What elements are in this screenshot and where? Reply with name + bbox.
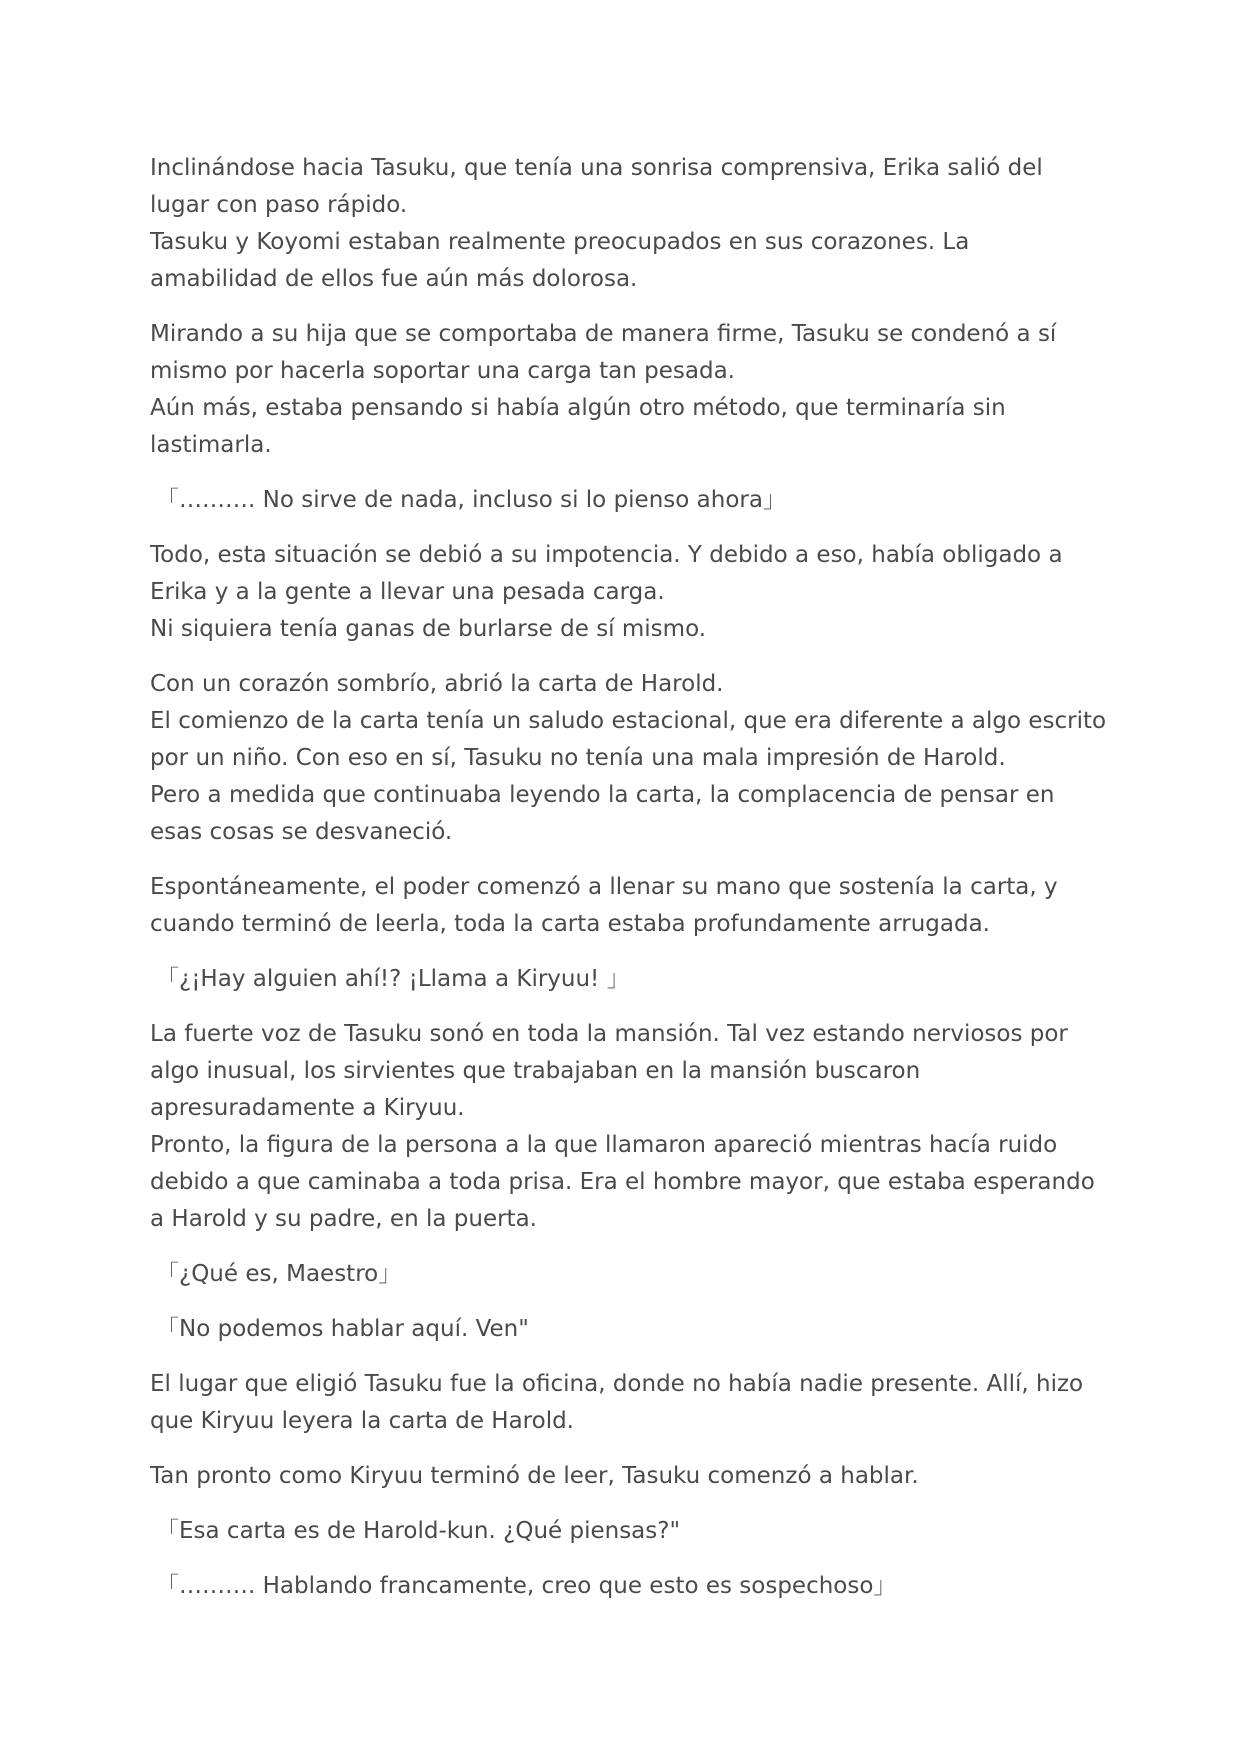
paragraph xyxy=(150,1366,1100,1440)
text-line: La fuerte voz de Tasuku sonó en toda la mansión. Tal vez estando nerviosos por xyxy=(150,1021,1068,1047)
text-line: El comienzo de la carta tenía un saludo estacional, que era diferente a algo escrito xyxy=(150,708,1107,734)
paragraph xyxy=(150,869,1100,943)
document-body xyxy=(150,150,1107,1623)
paragraph xyxy=(150,1016,1100,1238)
text-line: debido a que caminaba a toda prisa. Era el hombre mayor, que estaba esperando xyxy=(150,1169,1095,1195)
text-line: Todo, esta situación se debió a su impotencia. Y debido a eso, había obligado a xyxy=(150,542,1063,568)
text-line: apresuradamente a Kiryuu. xyxy=(150,1095,465,1121)
text-line: a Harold y su padre, en la puerta. xyxy=(150,1206,537,1232)
text-line: Mirando a su hija que se comportaba de manera firme, Tasuku se condenó a sí xyxy=(150,321,1057,347)
text-line: amabilidad de ellos fue aún más dolorosa. xyxy=(150,266,638,292)
text-line: 「¿¡Hay alguien ahí!? ¡Llama a Kiryuu! 」 xyxy=(156,966,630,992)
text-line: El lugar que eligió Tasuku fue la oficina, donde no había nadie presente. Allí, hizo xyxy=(150,1371,1084,1397)
paragraph xyxy=(150,316,1100,464)
text-line: esas cosas se desvaneció. xyxy=(150,819,453,845)
paragraph xyxy=(150,1458,1100,1495)
text-line: algo inusual, los sirvientes que trabajaban en la mansión buscaron xyxy=(150,1058,921,1084)
text-line: Con un corazón sombrío, abrió la carta de Harold. xyxy=(150,671,724,697)
text-line: 「Esa carta es de Harold-kun. ¿Qué piensas?" xyxy=(156,1518,681,1544)
text-line: por un niño. Con eso en sí, Tasuku no tenía una mala impresión de Harold. xyxy=(150,745,1006,771)
text-line: Ni siquiera tenía ganas de burlarse de sí mismo. xyxy=(150,616,707,642)
text-line: Tasuku y Koyomi estaban realmente preocupados en sus corazones. La xyxy=(150,229,970,255)
text-line: 「………. Hablando francamente, creo que esto es sospechoso」 xyxy=(156,1573,897,1599)
text-line: lastimarla. xyxy=(150,432,272,458)
paragraph xyxy=(150,666,1107,851)
text-line: cuando terminó de leerla, toda la carta estaba profundamente arrugada. xyxy=(150,911,990,937)
text-line: que Kiryuu leyera la carta de Harold. xyxy=(150,1408,574,1434)
text-line: Pero a medida que continuaba leyendo la carta, la complacencia de pensar en xyxy=(150,782,1055,808)
dialogue-line xyxy=(150,961,1100,998)
dialogue-line xyxy=(150,1513,1100,1550)
text-line: 「………. No sirve de nada, incluso si lo pienso ahora」 xyxy=(156,487,786,513)
text-line: Erika y a la gente a llevar una pesada carga. xyxy=(150,579,665,605)
text-line: mismo por hacerla soportar una carga tan pesada. xyxy=(150,358,735,384)
dialogue-line xyxy=(150,1311,1100,1348)
text-line: Aún más, estaba pensando si había algún otro método, que terminaría sin xyxy=(150,395,1006,421)
dialogue-line xyxy=(150,482,1100,519)
text-line: 「No podemos hablar aquí. Ven" xyxy=(156,1316,529,1342)
paragraph xyxy=(150,537,1100,648)
dialogue-line xyxy=(150,1256,1100,1293)
dialogue-line xyxy=(150,1568,1100,1605)
text-line: Tan pronto como Kiryuu terminó de leer, Tasuku comenzó a hablar. xyxy=(150,1463,919,1489)
paragraph xyxy=(150,150,1100,298)
text-line: lugar con paso rápido. xyxy=(150,192,408,218)
text-line: Espontáneamente, el poder comenzó a llenar su mano que sostenía la carta, y xyxy=(150,874,1058,900)
text-line: 「¿Qué es, Maestro」 xyxy=(156,1261,402,1287)
text-line: Pronto, la figura de la persona a la que llamaron apareció mientras hacía ruido xyxy=(150,1132,1058,1158)
text-line: Inclinándose hacia Tasuku, que tenía una sonrisa comprensiva, Erika salió del xyxy=(150,155,1043,181)
